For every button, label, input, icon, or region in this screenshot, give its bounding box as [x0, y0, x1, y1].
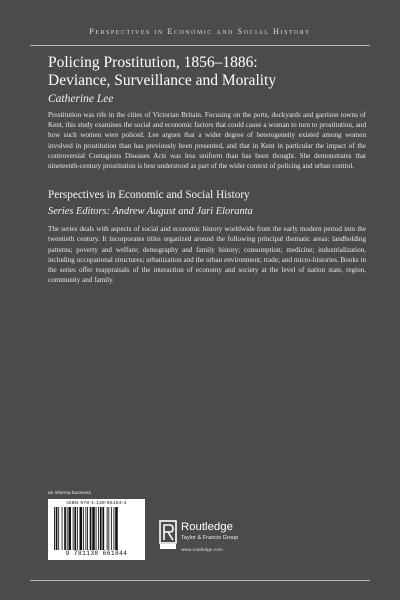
- publisher-url: www.routledge.com: [181, 548, 223, 553]
- series-banner: Perspectives in Economic and Social History: [89, 27, 311, 36]
- book-author: Catherine Lee: [48, 93, 114, 105]
- barcode-bar: [67, 507, 68, 550]
- barcode-bar: [107, 507, 108, 550]
- barcode-bar: [58, 507, 59, 550]
- routledge-logo: [159, 520, 259, 558]
- barcode-bar: [74, 507, 76, 550]
- barcode-bar: [108, 507, 109, 550]
- series-editors: Series Editors: Andrew August and Jari Eloranta: [48, 206, 253, 218]
- barcode-bar: [73, 507, 74, 550]
- publisher-name: Routledge: [181, 521, 233, 533]
- book-blurb: Prostitution was rife in the cities of Victorian Britain. Focusing on the ports, dockyards and garrison towns of Kent, this study examines the social and economic factors that could cause a woman to turn to prostitution, and how such women were policed. Lee argues that a wider degree of heterogeneity existed among women involved in prostitution than has previously been presented, and that in Kent in particular the impact of the controversial Contagious Diseases Acts was less uniform than has been thought. She demonstrates that nineteenth-century prostitution is best understood as part of the wider context of policing and urban control.: [48, 111, 366, 171]
- isbn-label: ISBN 978-1-138-66184-4: [66, 501, 127, 506]
- barcode-bar: [56, 507, 58, 550]
- main-content: [48, 54, 366, 285]
- series-title: Perspectives in Economic and Social History: [48, 189, 250, 202]
- barcode-bar: [87, 507, 88, 550]
- bottom-rule: [30, 580, 370, 581]
- barcode-bar: [102, 507, 104, 550]
- barcode: [48, 499, 145, 560]
- book-title: [48, 54, 366, 90]
- barcode-bar: [62, 507, 63, 550]
- book-title-line-2: Deviance, Surveillance and Morality: [48, 72, 277, 89]
- routledge-emblem-icon: [159, 520, 177, 550]
- barcode-bar: [90, 507, 92, 550]
- series-description: The series deals with aspects of social and economic history worldwide from the early modern period into the twentieth century. It incorporates titles organized around the following principal thematic areas: landholding patterns; poverty and welfare; demography and family history; consumption; medicine; industrialization, including occupational structures; urbanization and the urban environment; trade; and micro-histories. Books in the series offer reappraisals of the interaction of economy and society at the level of nation state, region, community and family.: [48, 225, 366, 285]
- barcode-bar: [115, 507, 118, 550]
- barcode-bar: [96, 507, 97, 550]
- barcode-bar: [64, 507, 66, 550]
- barcode-bar: [92, 507, 95, 550]
- barcode-bar: [85, 507, 86, 550]
- barcode-bar: [100, 507, 102, 550]
- barcode-bar: [98, 507, 99, 550]
- barcode-bar: [77, 507, 78, 550]
- barcode-bar: [80, 507, 83, 550]
- barcode-number: 9 781138 661844: [65, 550, 128, 557]
- publisher-group: Taylor & Francis Group: [181, 535, 239, 541]
- barcode-bar: [54, 507, 55, 550]
- barcode-bar: [68, 507, 71, 550]
- barcode-bars: [54, 507, 139, 550]
- barcode-bar: [83, 507, 84, 550]
- barcode-bar: [114, 507, 115, 550]
- book-title-line-1: Policing Prostitution, 1856–1886:: [48, 54, 258, 71]
- barcode-bar: [111, 507, 112, 550]
- top-rule: [30, 45, 370, 46]
- informa-tagline: an informa business: [48, 491, 91, 496]
